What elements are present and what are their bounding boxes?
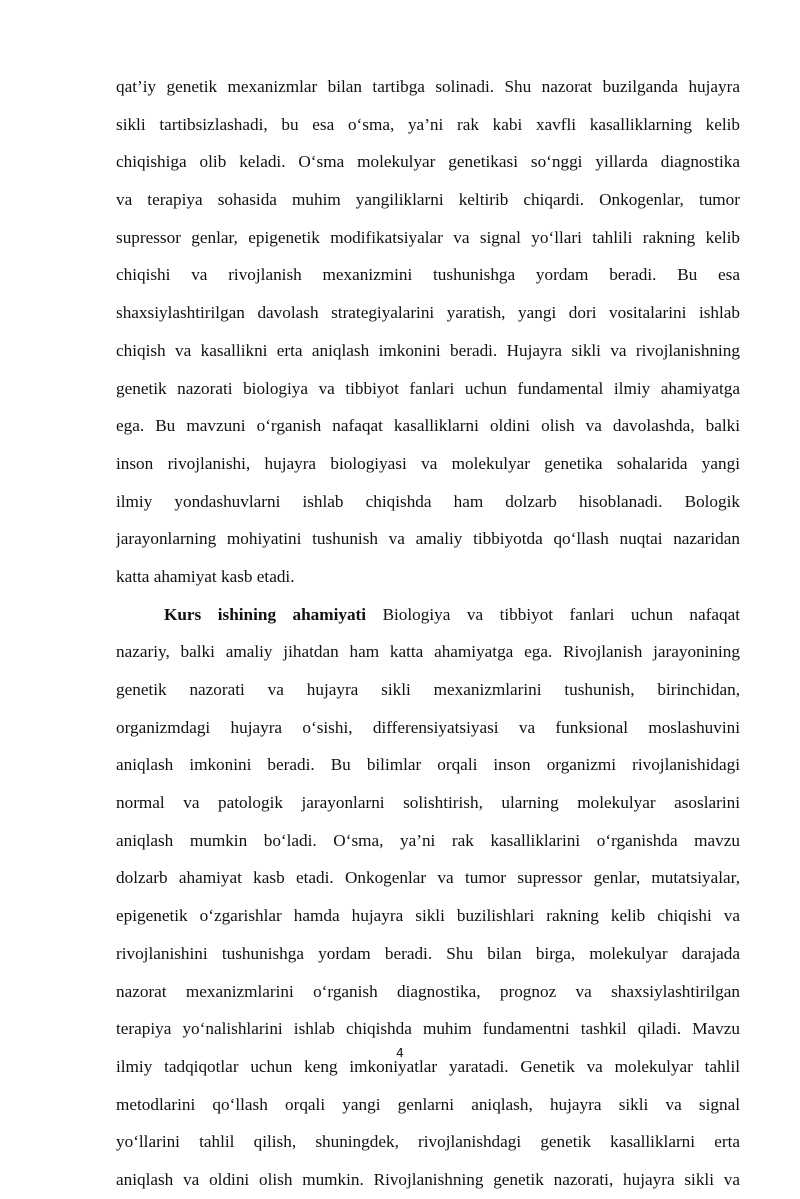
text-line: aniqlash imkonini beradi. Bu bilimlar orqali inson organizmi rivojlanishidagi [116, 755, 740, 775]
text-line: organizmdagi hujayra o‘sishi, differensiyatsiyasi va funksional moslashuvini [116, 717, 740, 737]
text-line: sikli tartibsizlashadi, bu esa o‘sma, ya’ni rak kabi xavfli kasalliklarning kelib [116, 114, 740, 134]
text-line: nazorat mexanizmlarini o‘rganish diagnostika, prognoz va shaxsiylashtirilgan [116, 981, 740, 1001]
text-line: normal va patologik jarayonlarni solishtirish, ularning molekulyar asoslarini [116, 793, 740, 813]
text-line: dolzarb ahamiyat kasb etadi. Onkogenlar va tumor supressor genlar, mutatsiyalar, [116, 868, 740, 888]
text-line: ilmiy yondashuvlarni ishlab chiqishda ham dolzarb hisoblanadi. Bologik [116, 491, 740, 511]
text-line: genetik nazorati va hujayra sikli mexanizmlarini tushunish, birinchidan, [116, 680, 740, 699]
text-line: rivojlanishini tushunishga yordam beradi. Shu bilan birga, molekulyar darajada [116, 943, 740, 963]
text-line: aniqlash va oldini olish mumkin. Rivojlanishning genetik nazorati, hujayra sikli va [116, 1169, 740, 1189]
text-line: va terapiya sohasida muhim yangiliklarni keltirib chiqardi. Onkogenlar, tumor [116, 190, 740, 210]
text-line: nazariy, balki amaliy jihatdan ham katta ahamiyatga ega. Rivojlanish jarayonining [116, 642, 740, 662]
text-line: chiqishi va rivojlanish mexanizmini tushunishga yordam beradi. Bu esa [116, 265, 740, 285]
text-line: chiqishiga olib keladi. O‘sma molekulyar genetikasi so‘nggi yillarda diagnostika [116, 152, 740, 172]
text-line: genetik nazorati biologiya va tibbiyot fanlari uchun fundamental ilmiy ahamiyatga [116, 378, 740, 398]
text-line: epigenetik o‘zgarishlar hamda hujayra sikli buzilishlari rakning kelib chiqishi va [116, 906, 740, 926]
text-line: inson rivojlanishi, hujayra biologiyasi va molekulyar genetika sohalarida yangi [116, 453, 740, 473]
text-line: metodlarini qo‘llash orqali yangi genlarni aniqlash, hujayra sikli va signal [116, 1094, 740, 1114]
text-line: ega. Bu mavzuni o‘rganish nafaqat kasalliklarni oldini olish va davolashda, balki [116, 416, 740, 436]
text-line: shaxsiylashtirilgan davolash strategiyalarini yaratish, yangi dori vositalarini ishlab [116, 303, 740, 323]
text-line: yo‘llarini tahlil qilish, shuningdek, rivojlanishdagi genetik kasalliklarni erta [116, 1132, 740, 1152]
paragraph-first-line [116, 596, 740, 634]
text-line: terapiya yo‘nalishlarini ishlab chiqishda muhim fundamentni tashkil qiladi. Mavzu [116, 1019, 740, 1039]
text-line: chiqish va kasallikni erta aniqlash imkonini beradi. Hujayra sikli va rivojlanishning [116, 340, 740, 360]
page-number: 4 [396, 1046, 404, 1060]
text-line: jarayonlarning mohiyatini tushunish va amaliy tibbiyotda qo‘llash nuqtai nazaridan [116, 529, 740, 549]
paragraph-2 [116, 596, 740, 1199]
text-line: ilmiy tadqiqotlar uchun keng imkoniyatlar yaratadi. Genetik va molekulyar tahlil [116, 1056, 740, 1076]
text-line: qat’iy genetik mexanizmlar bilan tartibga solinadi. Shu nazorat buzilganda hujayra [116, 77, 740, 96]
text-line: aniqlash mumkin bo‘ladi. O‘sma, ya’ni rak kasalliklarini o‘rganishda mavzu [116, 830, 740, 850]
body-text [116, 68, 740, 1199]
text-line: supressor genlar, epigenetik modifikatsiyalar va signal yo‘llari tahlili rakning kelib [116, 227, 740, 247]
paragraph-1 [116, 68, 740, 596]
section-heading: Kurs ishining ahamiyati [164, 604, 367, 624]
text-run: Biologiya va tibbiyot fanlari uchun nafaqat [366, 604, 740, 624]
text-line: katta ahamiyat kasb etadi. [116, 566, 295, 586]
